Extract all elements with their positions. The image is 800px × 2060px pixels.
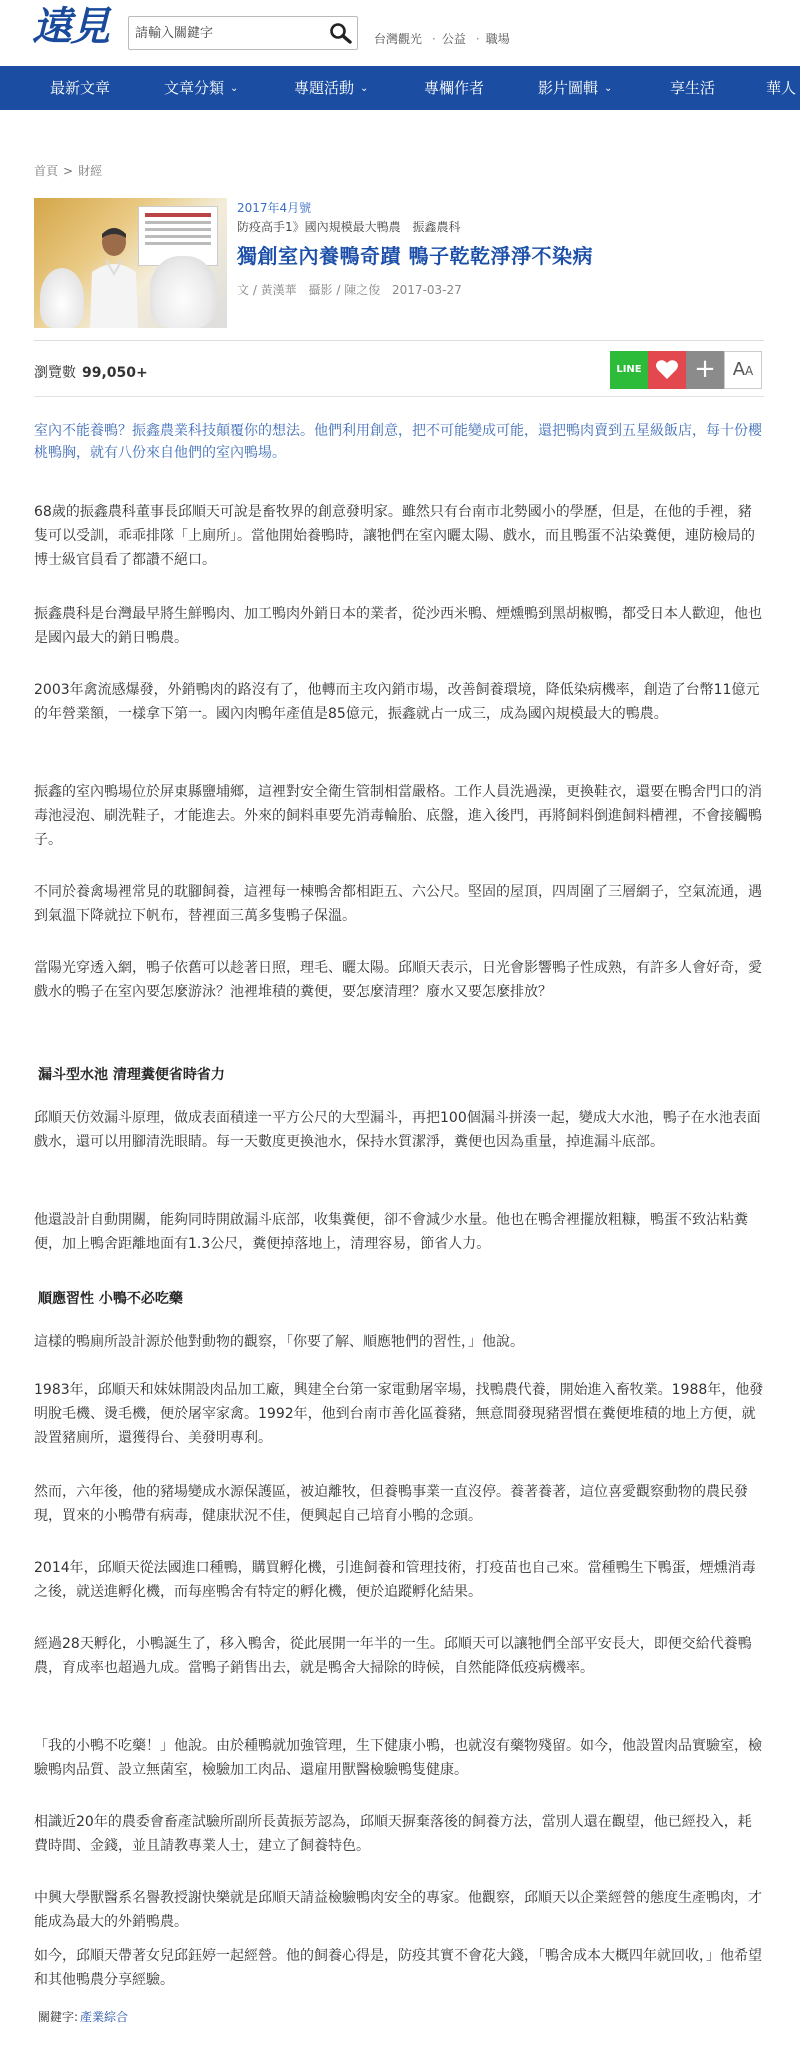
article-paragraph: 振鑫農科是台灣最早將生鮮鴨肉、加工鴨肉外銷日本的業者，從沙西米鴨、煙燻鴨到黑胡椒鴨，都受日本人歡迎，他也是國內最大的銷日鴨農。 xyxy=(34,606,762,646)
search-icon[interactable] xyxy=(329,22,353,44)
top-links: 台灣觀光 · 公益 · 職場 xyxy=(374,32,510,46)
article-paragraph: 2003年禽流感爆發，外銷鴨肉的路沒有了，他轉而主攻內銷市場，改善飼養環境，降低染病機率，創造了台幣11億元的年營業額，一樣拿下第一。國內肉鴨年產值是85億元，振鑫就占一成三，成為國內規模最大的鴨農。 xyxy=(34,682,760,722)
series-label: 防疫高手1》國內規模最大鴨農 振鑫農科 xyxy=(237,220,461,234)
divider xyxy=(34,396,764,397)
keywords: 關鍵字: 產業綜合 xyxy=(38,2010,129,2024)
article-hero-image[interactable] xyxy=(34,198,227,328)
main-nav xyxy=(0,66,800,110)
person-photo xyxy=(84,220,144,328)
duck-figure xyxy=(40,268,84,328)
top-link-charity[interactable]: 公益 xyxy=(441,32,466,46)
keyword-link[interactable]: 產業綜合 xyxy=(80,2010,129,2024)
issue-label[interactable]: 2017年4月號 xyxy=(237,201,312,215)
chevron-down-icon: ⌄ xyxy=(360,83,369,94)
duck-figure xyxy=(150,256,216,328)
breadcrumb-finance[interactable]: 財經 xyxy=(78,164,103,178)
nav-item-lifestyle[interactable]: 享生活 xyxy=(670,79,716,97)
byline xyxy=(237,281,470,298)
more-share-button[interactable] xyxy=(686,351,724,389)
article-paragraph: 如今，邱順天帶著女兒邱鈺婷一起經營。他的飼養心得是，防疫其實不會花大錢，「鴨舍成本大概四年就回收，」他希望和其他鴨農分享經驗。 xyxy=(34,1948,762,1988)
article-paragraph: 當陽光穿透入網，鴨子依舊可以趁著日照，理毛、曬太陽。邱順天表示，日光會影響鴨子性成熟，有許多人會好奇，愛戲水的鴨子在室內要怎麼游泳？池裡堆積的糞便，要怎麼清理？廢水又要怎麼排放？ xyxy=(34,960,762,1000)
article-paragraph: 經過28天孵化，小鴨誕生了，移入鴨舍，從此展開一年半的一生。邱順天可以讓牠們全部平安長大，即便交給代養鴨農，育成率也超過九成。當鴨子銷售出去，就是鴨舍大掃除的時候，自然能降低疫病機率。 xyxy=(34,1636,752,1676)
chevron-down-icon: ⌄ xyxy=(230,83,239,94)
top-link-tourism[interactable]: 台灣觀光 xyxy=(374,32,423,46)
search-box xyxy=(128,16,358,50)
site-logo[interactable]: 遠見 xyxy=(32,3,108,50)
divider xyxy=(34,340,764,341)
nav-item-categories[interactable]: 文章分類 ⌄ xyxy=(164,66,238,110)
breadcrumb-home[interactable]: 首頁 xyxy=(34,164,59,178)
site-header xyxy=(0,0,800,66)
article-paragraph: 68歲的振鑫農科董事長邱順天可說是畜牧界的創意發明家。雖然只有台南市北勢國小的學歷，但是，在他的手裡，豬隻可以受訓，乖乖排隊「上廁所」。當他開始養鴨時，讓牠們在室內曬太陽、戲水，而且鴨蛋不沾染糞便，連防檢局的博士級官員看了都讚不絕口。 xyxy=(34,504,755,568)
article-paragraph: 1983年，邱順天和妹妹開設肉品加工廠，興建全台第一家電動屠宰場，找鴨農代養，開始進入畜牧業。1988年，他發明脫毛機、燙毛機，便於屠宰家禽。1992年，他到台南市善化區養豬，無意間發現豬習慣在糞便堆積的地上方便，就設置豬廁所，還獲得台、美發明專利。 xyxy=(34,1382,764,1446)
search-input[interactable] xyxy=(129,17,325,49)
article-paragraph: 2014年，邱順天從法國進口種鴨，購買孵化機，引進飼養和管理技術，打疫苗也自己來。當種鴨生下鴨蛋，煙燻消毒之後，就送進孵化機，而每座鴨舍有特定的孵化機，便於追蹤孵化結果。 xyxy=(34,1560,756,1600)
article-title: 獨創室內養鴨奇蹟 鴨子乾乾淨淨不染病 xyxy=(237,244,593,268)
font-size-button[interactable]: AA xyxy=(724,351,762,389)
heart-icon xyxy=(648,351,686,389)
article-paragraph: 「我的小鴨不吃藥！」他說。由於種鴨就加強管理，生下健康小鴨，也就沒有藥物殘留。如今，他設置肉品實驗室，檢驗鴨肉品質、設立無菌室，檢驗加工肉品、還雇用獸醫檢驗鴨隻健康。 xyxy=(34,1738,762,1778)
nav-item-media[interactable]: 影片圖輯 ⌄ xyxy=(538,66,612,110)
nav-item-chinese[interactable]: 華人 xyxy=(766,79,797,97)
article-paragraph: 邱順天仿效漏斗原理，做成表面積達一平方公尺的大型漏斗，再把100個漏斗拼湊一起，變成大水池，鴨子在水池表面戲水，還可以用腳清洗眼睛。每一天數度更換池水，保持水質潔淨，糞便也因為重量，掉進漏斗底部。 xyxy=(34,1110,761,1150)
nav-item-latest[interactable]: 最新文章 xyxy=(50,79,111,97)
photographer: 攝影 / 陳之俊 xyxy=(308,283,381,297)
plus-icon: + xyxy=(694,354,716,384)
chevron-down-icon: ⌄ xyxy=(604,83,613,94)
article-lead: 室內不能養鴨？振鑫農業科技顛覆你的想法。他們利用創意，把不可能變成可能，還把鴨肉賣到五星級飯店，每十份櫻桃鴨胸，就有八份來自他們的室內鴨場。 xyxy=(34,423,762,461)
view-count: 瀏覽數 99,050+ xyxy=(34,365,148,381)
author: 文 / 黃漢華 xyxy=(237,283,297,297)
like-button[interactable] xyxy=(648,351,686,389)
nav-item-events[interactable]: 專題活動 ⌄ xyxy=(294,66,368,110)
article-paragraph: 這樣的鴨廁所設計源於他對動物的觀察，「你要了解、順應牠們的習性，」他說。 xyxy=(34,1334,524,1350)
publish-date: 2017-03-27 xyxy=(392,283,462,297)
section-heading: 順應習性 小鴨不必吃藥 xyxy=(38,1291,183,1307)
top-link-workplace[interactable]: 職場 xyxy=(485,32,510,46)
article-paragraph: 相識近20年的農委會畜產試驗所副所長黃振芳認為，邱順天摒棄落後的飼養方法，當別人還在觀望，他已經投入，耗費時間、金錢，並且請教專業人士，建立了飼養特色。 xyxy=(34,1814,752,1854)
article-paragraph: 中興大學獸醫系名譽教授謝快樂就是邱順天請益檢驗鴨肉安全的專家。他觀察，邱順天以企業經營的態度生產鴨肉，才能成為最大的外銷鴨農。 xyxy=(34,1890,762,1930)
share-line-button[interactable]: LINE xyxy=(610,351,648,389)
section-heading: 漏斗型水池 清理糞便省時省力 xyxy=(38,1067,225,1083)
nav-item-columnists[interactable]: 專欄作者 xyxy=(424,79,485,97)
article-paragraph: 振鑫的室內鴨場位於屏東縣鹽埔鄉，這裡對安全衛生管制相當嚴格。工作人員洗過澡，更換鞋衣，還要在鴨舍門口的消毒池浸泡、刷洗鞋子，才能進去。外來的飼料車要先消毒輪胎、底盤，進入後門，再將飼料倒進飼料槽裡，不會接觸鴨子。 xyxy=(34,784,762,848)
article-paragraph: 然而，六年後，他的豬場變成水源保護區，被迫離牧，但養鴨事業一直沒停。養著養著，這位喜愛觀察動物的農民發現，買來的小鴨帶有病毒，健康狀況不佳，便興起自己培育小鴨的念頭。 xyxy=(34,1484,748,1524)
breadcrumb: 首頁 > 財經 xyxy=(34,164,103,178)
article-paragraph: 他還設計自動開關，能夠同時開啟漏斗底部，收集糞便，卻不會減少水量。他也在鴨舍裡擺放粗糠，鴨蛋不致沾粘糞便，加上鴨舍距離地面有1.3公尺，糞便掉落地上，清理容易，節省人力。 xyxy=(34,1212,748,1252)
article-paragraph: 不同於養禽場裡常見的耽腳飼養，這裡每一棟鴨舍都相距五、六公尺。堅固的屋頂，四周圍了三層網子，空氣流通，遇到氣溫下降就拉下帆布，替裡面三萬多隻鴨子保溫。 xyxy=(34,884,762,924)
